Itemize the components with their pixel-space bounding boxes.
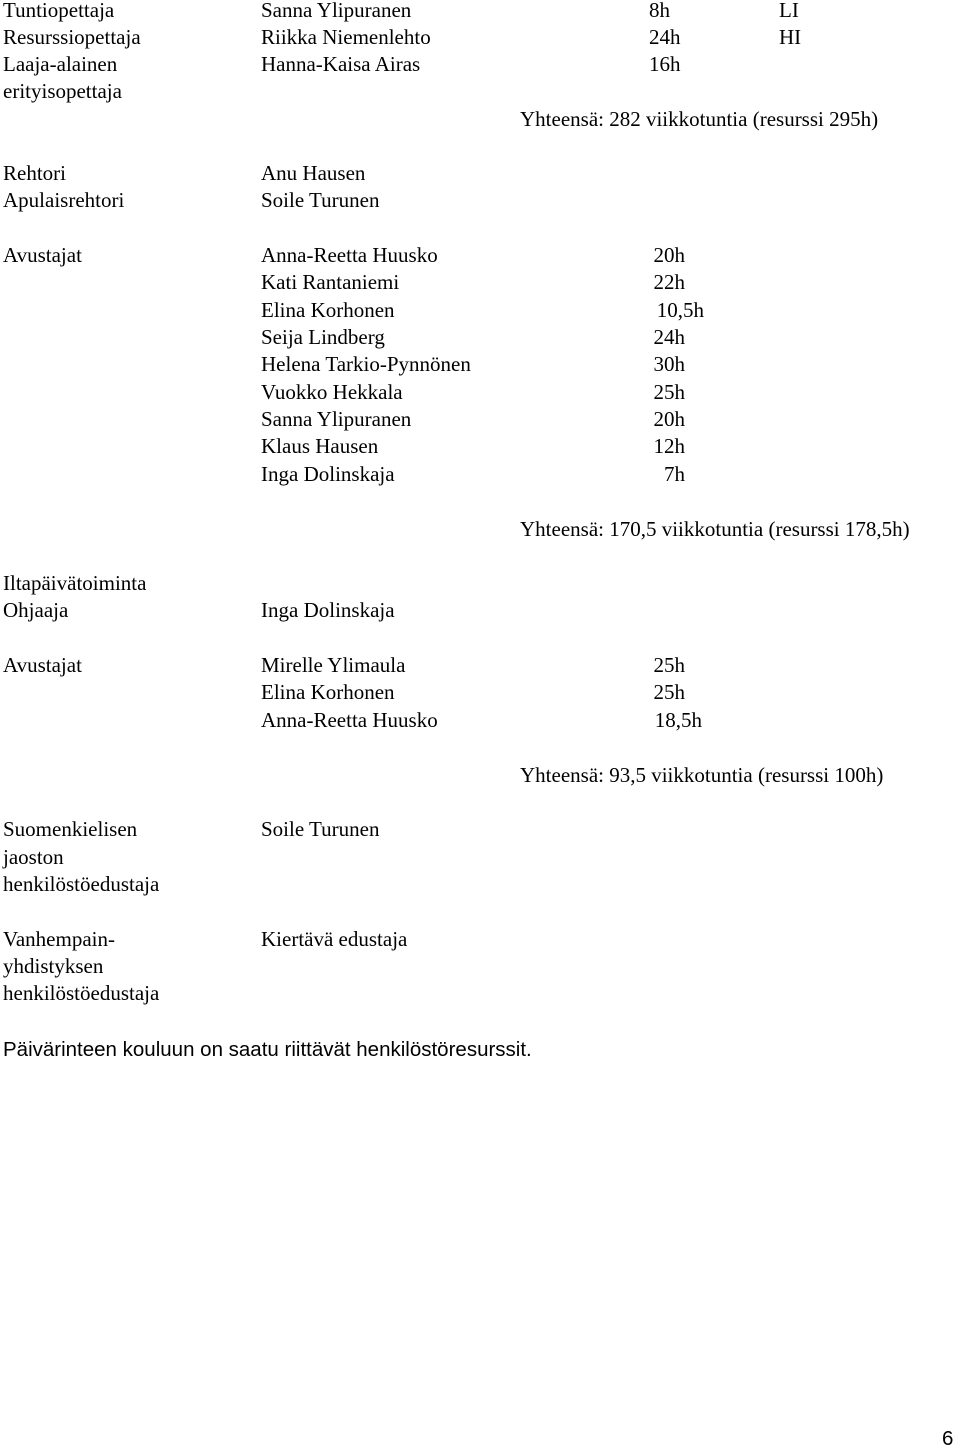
staff-name: Anna-Reetta Huusko <box>261 243 438 267</box>
role-label: jaoston <box>3 845 64 869</box>
staff-name: Kiertävä edustaja <box>261 927 408 951</box>
staff-name: Mirelle Ylimaula <box>261 653 406 677</box>
staff-name: Vuokko Hekkala <box>261 380 403 404</box>
role-label: Ohjaaja <box>3 598 69 622</box>
teachers-total: Yhteensä: 282 viikkotuntia (resurssi 295h) <box>520 107 879 131</box>
staff-name: Kati Rantaniemi <box>261 270 400 294</box>
hours-value: 20h <box>653 243 685 267</box>
role-label: Apulaisrehtori <box>3 188 125 212</box>
note-label: LI <box>779 0 799 22</box>
staff-name: Helena Tarkio-Pynnönen <box>261 352 471 376</box>
role-label: Suomenkielisen <box>3 817 138 841</box>
hours-value: 24h <box>653 325 685 349</box>
staff-name: Inga Dolinskaja <box>261 598 395 622</box>
hours-value: 20h <box>653 407 685 431</box>
hours-value: 30h <box>653 352 685 376</box>
staff-name: Soile Turunen <box>261 817 380 841</box>
staff-name: Seija Lindberg <box>261 325 385 349</box>
hours-value: 8h <box>649 0 670 22</box>
staff-name: Hanna-Kaisa Airas <box>261 52 421 76</box>
hours-value: 25h <box>653 380 685 404</box>
hours-value: 16h <box>649 52 681 76</box>
afternoon-total: Yhteensä: 93,5 viikkotuntia (resurssi 100h) <box>520 763 884 787</box>
role-label: erityisopettaja <box>3 79 122 103</box>
role-label: henkilöstöedustaja <box>3 981 160 1005</box>
role-label: Avustajat <box>3 243 82 267</box>
staff-name: Anu Hausen <box>261 161 366 185</box>
hours-value: 22h <box>653 270 685 294</box>
page-number: 6 <box>942 1427 954 1450</box>
assistants-total: Yhteensä: 170,5 viikkotuntia (resurssi 178,5h) <box>520 517 910 541</box>
staff-name: Sanna Ylipuranen <box>261 407 412 431</box>
role-label: Tuntiopettaja <box>3 0 115 22</box>
staff-name: Inga Dolinskaja <box>261 462 395 486</box>
staff-name: Anna-Reetta Huusko <box>261 708 438 732</box>
role-label: Rehtori <box>3 161 66 185</box>
staff-name: Elina Korhonen <box>261 680 395 704</box>
hours-value: 10,5h <box>656 298 704 322</box>
role-label: Laaja-alainen <box>3 52 118 76</box>
role-label: henkilöstöedustaja <box>3 872 160 896</box>
section-heading: Iltapäivätoiminta <box>3 571 147 595</box>
conclusion-text: Päivärinteen kouluun on saatu riittävät henkilöstöresurssit. <box>3 1038 532 1061</box>
role-label: Vanhempain- <box>3 927 115 951</box>
hours-value: 7h <box>664 462 685 486</box>
note-label: HI <box>779 25 802 49</box>
role-label: Avustajat <box>3 653 82 677</box>
hours-value: 18,5h <box>654 708 702 732</box>
hours-value: 24h <box>649 25 681 49</box>
staff-name: Klaus Hausen <box>261 434 379 458</box>
staff-name: Soile Turunen <box>261 188 380 212</box>
hours-value: 25h <box>653 680 685 704</box>
hours-value: 12h <box>653 434 685 458</box>
staff-name: Riikka Niemenlehto <box>261 25 431 49</box>
hours-value: 25h <box>653 653 685 677</box>
role-label: Resurssiopettaja <box>3 25 141 49</box>
staff-name: Sanna Ylipuranen <box>261 0 412 22</box>
staff-name: Elina Korhonen <box>261 298 395 322</box>
role-label: yhdistyksen <box>3 954 104 978</box>
